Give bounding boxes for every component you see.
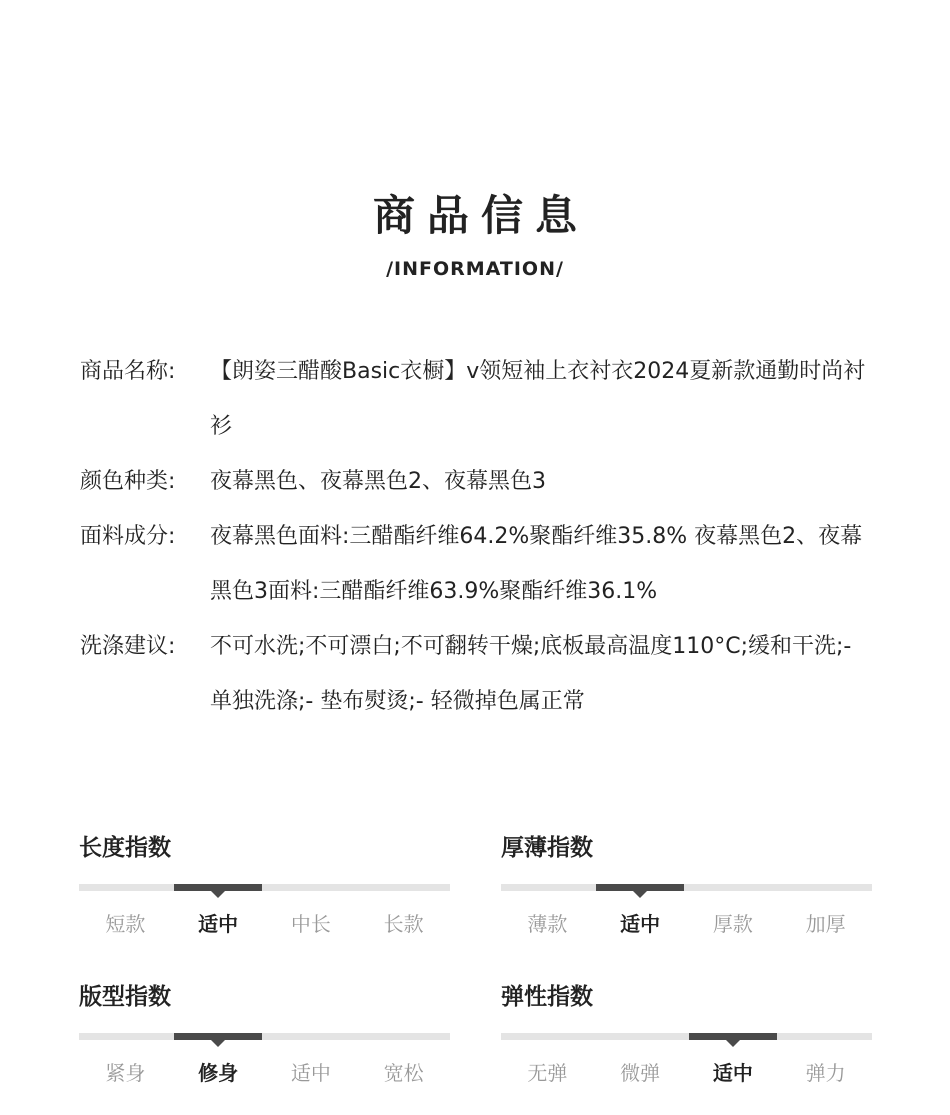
index-option: 适中: [290, 1061, 331, 1085]
index-option: 适中: [712, 1061, 753, 1085]
index-elasticity: [501, 977, 872, 1085]
info-row-color: [80, 454, 880, 509]
index-scale-track: [501, 884, 872, 891]
index-indicator: [689, 1033, 777, 1040]
index-option: 无弹: [527, 1061, 568, 1085]
index-options: [501, 910, 872, 938]
index-fit: [79, 977, 450, 1085]
info-row-care: [80, 619, 880, 729]
index-option: 薄款: [527, 912, 568, 936]
index-indicator: [596, 884, 684, 891]
page-title: 商品信息: [372, 191, 589, 240]
index-option: 修身: [198, 1061, 239, 1085]
index-option: 短款: [105, 912, 146, 936]
index-length: [79, 828, 450, 936]
info-row-fabric: [80, 509, 880, 619]
index-indicator: [174, 1033, 262, 1040]
index-scale-track: [79, 884, 450, 891]
index-option: 适中: [620, 912, 661, 936]
info-label: 面料成分:: [80, 524, 176, 549]
index-option: 加厚: [805, 912, 846, 936]
info-value: 夜幕黑色面料:三醋酯纤维64.2%聚酯纤维35.8% 夜幕黑色2、夜幕黑色3面料:三醋酯纤维63.9%聚酯纤维36.1%: [210, 524, 863, 604]
index-options: [79, 1059, 450, 1087]
info-value: 不可水洗;不可漂白;不可翻转干燥;底板最高温度110°C;缓和干洗;- 单独洗涤;- 垫布熨烫;- 轻微掉色属正常: [210, 634, 852, 714]
index-title: 厚薄指数: [501, 835, 593, 861]
index-option: 适中: [198, 912, 239, 936]
index-options: [79, 910, 450, 938]
info-label: 洗涤建议:: [80, 634, 176, 659]
index-title: 版型指数: [79, 984, 171, 1010]
index-option: 厚款: [712, 912, 753, 936]
index-option: 长款: [383, 912, 424, 936]
info-row-name: [80, 344, 880, 454]
index-option: 中长: [290, 912, 331, 936]
index-option: 弹力: [805, 1061, 846, 1085]
info-label: 颜色种类:: [80, 469, 176, 494]
product-info-list: [80, 344, 880, 729]
index-title: 长度指数: [79, 835, 171, 861]
index-scale-track: [79, 1033, 450, 1040]
info-label: 商品名称:: [80, 359, 176, 384]
index-option: 宽松: [383, 1061, 424, 1085]
index-scale-track: [501, 1033, 872, 1040]
index-title: 弹性指数: [501, 984, 593, 1010]
index-options: [501, 1059, 872, 1087]
page-subtitle: /INFORMATION/: [386, 258, 564, 280]
index-option: 微弹: [620, 1061, 661, 1085]
info-value: 夜幕黑色、夜幕黑色2、夜幕黑色3: [210, 469, 546, 494]
index-option: 紧身: [105, 1061, 146, 1085]
info-value: 【朗姿三醋酸Basic衣橱】v领短袖上衣衬衣2024夏新款通勤时尚衬衫: [210, 359, 866, 439]
index-thickness: [501, 828, 872, 936]
index-indicator: [174, 884, 262, 891]
